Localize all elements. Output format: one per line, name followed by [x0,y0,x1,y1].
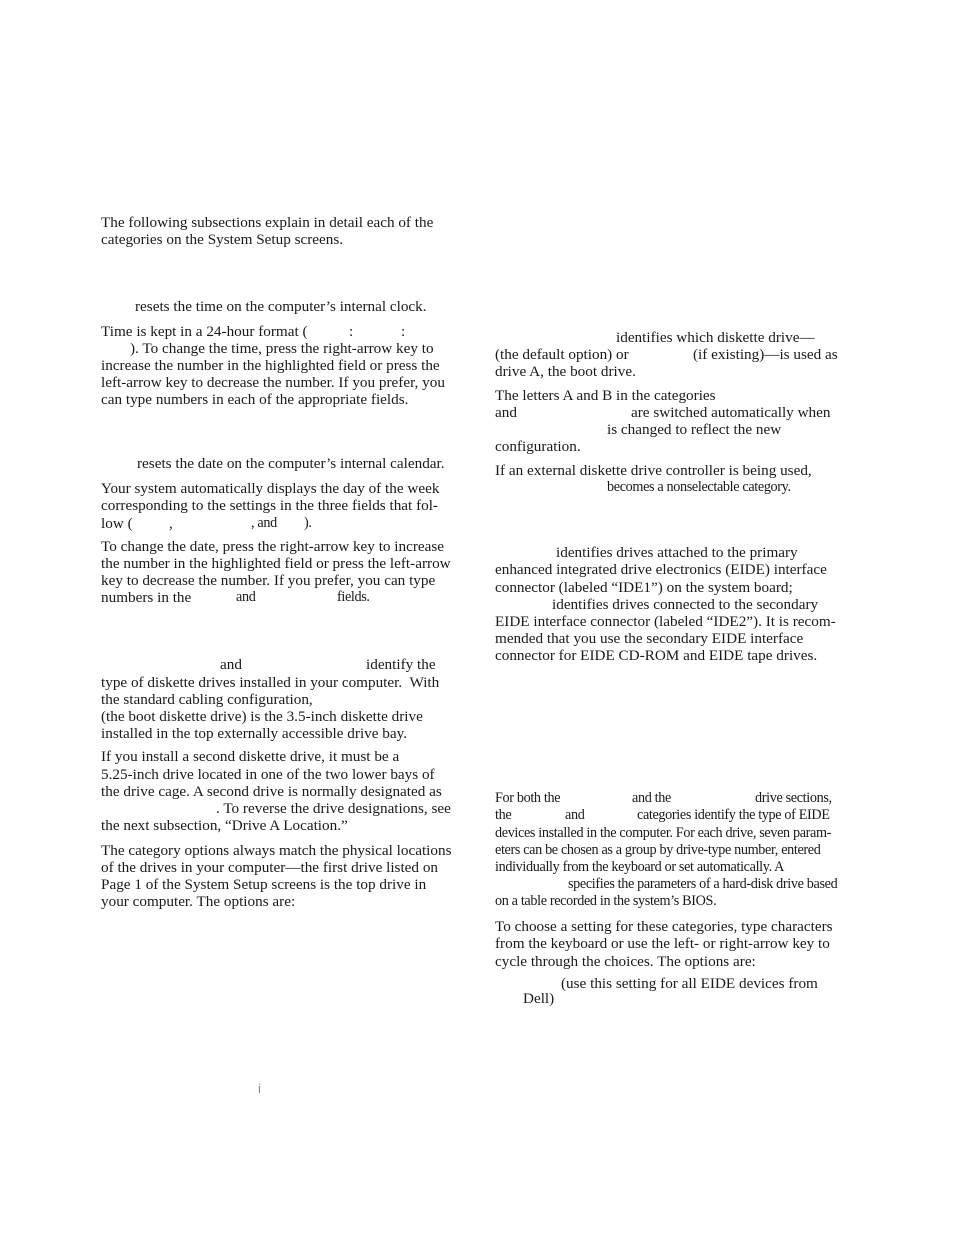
date-body-line: the number in the highlighted field or press the left-arrow [101,555,451,572]
eide-body-fragment: identifies drives connected to the secondary [552,596,819,613]
date-body-fragment: fields. [337,589,370,605]
both-body-line: on a table recorded in the system’s BIOS. [495,893,717,909]
time-intro: resets the time on the computer’s internal clock. [135,298,427,315]
eide-body-line: EIDE interface connector (labeled “IDE2”). It is recom- [495,613,836,630]
intro-line: categories on the System Setup screens. [101,231,344,248]
time-body-line: ). To change the time, press the right-arrow key to [130,340,434,357]
diskette-body-fragment: . To reverse the drive designations, see [216,800,451,817]
time-body-colon: : [349,323,354,340]
eide-body-line: mended that you use the secondary EIDE interface [495,630,804,647]
diskette-body-line: (the boot diskette drive) is the 3.5-inch diskette drive [101,708,423,725]
time-body-line: increase the number in the highlighted field or press the [101,357,440,374]
drive-a-body-fragment: is changed to reflect the new [607,421,782,438]
eide-body-line: enhanced integrated drive electronics (EIDE) interface [495,561,827,578]
both-body-fragment: drive sections, [755,790,832,806]
diskette-body-line: installed in the top externally accessible drive bay. [101,725,408,742]
eide-body-fragment: identifies drives attached to the primary [556,544,798,561]
drive-a-body-fragment: (the default option) or [495,346,629,363]
both-body-line: eters can be chosen as a group by drive-type number, entered [495,842,821,858]
date-body-line: Your system automatically displays the day of the week [101,480,440,497]
option-auto-fragment: Dell) [523,990,555,1007]
diskette-body-line: the drive cage. A second drive is normally designated as [101,783,442,800]
drive-a-body-line: The letters A and B in the categories [495,387,716,404]
choose-body-line: To choose a setting for these categories, type characters [495,918,833,935]
drive-a-body-line: configuration. [495,438,581,455]
both-body-fragment: and [565,807,585,823]
choose-body-line: from the keyboard or use the left- or right-arrow key to [495,935,830,952]
time-body-line: left-arrow key to decrease the number. If you prefer, you [101,374,445,391]
date-body-fragment: and [236,589,256,605]
drive-a-body-line: If an external diskette drive controller is being used, [495,462,812,479]
drive-a-body-fragment: identifies which diskette drive— [616,329,815,346]
time-body-colon: : [401,323,406,340]
diskette-body-line: Page 1 of the System Setup screens is the top drive in [101,876,427,893]
eide-body-line: connector (labeled “IDE1”) on the system board; [495,579,793,596]
date-body-fragment: , and [251,515,277,531]
both-body-line: devices installed in the computer. For each drive, seven param- [495,825,832,841]
date-intro: resets the date on the computer’s internal calendar. [137,455,445,472]
date-body-fragment: numbers in the [101,589,192,606]
both-body-fragment: For both the [495,790,561,806]
diskette-body-line: your computer. The options are: [101,893,296,910]
diskette-body-line: The category options always match the physical locations [101,842,452,859]
both-body-fragment: and the [632,790,671,806]
both-body-line: individually from the keyboard or set automatically. A [495,859,785,875]
both-body-fragment: categories identify the type of EIDE [637,807,830,823]
diskette-body-line: of the drives in your computer—the first drive listed on [101,859,439,876]
date-body-fragment: low ( [101,515,133,532]
time-body-line: Time is kept in a 24-hour format ( [101,323,308,340]
date-body-line: corresponding to the settings in the three fields that fol- [101,497,438,514]
drive-a-body-line: drive A, the boot drive. [495,363,636,380]
drive-a-body-fragment: and [495,404,517,421]
date-body-line: To change the date, press the right-arrow key to increase [101,538,445,555]
diskette-body-fragment: and [220,656,242,673]
drive-a-body-fragment: are switched automatically when [631,404,831,421]
page-number-mark: i [258,1081,261,1096]
choose-body-line: cycle through the choices. The options are: [495,953,756,970]
date-body-line: key to decrease the number. If you prefer, you can type [101,572,436,589]
diskette-body-fragment: identify the [366,656,436,673]
diskette-body-line: the next subsection, “Drive A Location.” [101,817,348,834]
diskette-body-line: If you install a second diskette drive, it must be a [101,748,400,765]
date-body-fragment: , [169,515,173,532]
date-body-fragment: ). [304,515,312,531]
intro-line: The following subsections explain in detail each of the [101,214,434,231]
option-auto-fragment: (use this setting for all EIDE devices from [561,975,818,992]
both-body-fragment: specifies the parameters of a hard-disk drive based [568,876,838,892]
diskette-body-line: the standard cabling configuration, [101,691,313,708]
time-body-line: can type numbers in each of the appropriate fields. [101,391,409,408]
diskette-body-line: type of diskette drives installed in your computer. With [101,674,440,691]
eide-body-line: connector for EIDE CD-ROM and EIDE tape drives. [495,647,818,664]
drive-a-body-fragment: (if existing)—is used as [693,346,838,363]
both-body-fragment: the [495,807,512,823]
diskette-body-line: 5.25-inch drive located in one of the two lower bays of [101,766,435,783]
drive-a-body-fragment: becomes a nonselectable category. [607,479,791,495]
